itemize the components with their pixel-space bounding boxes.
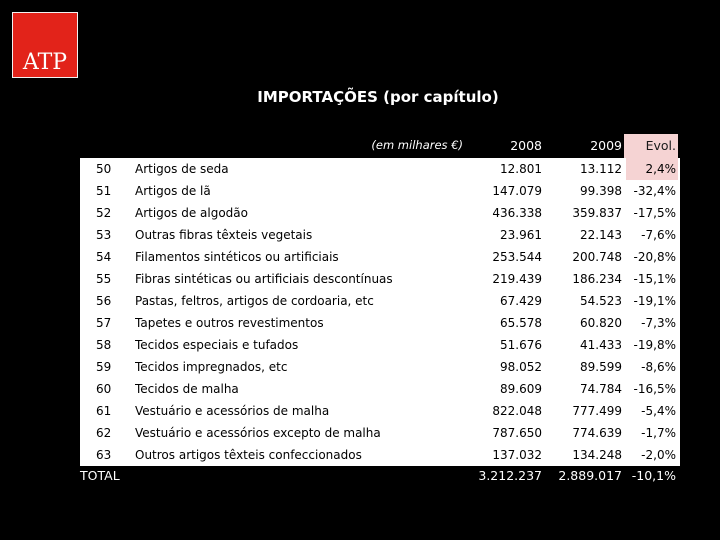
table-row (80, 356, 680, 378)
row-code: 58 (96, 338, 112, 352)
row-value-2008: 67.429 (500, 294, 542, 308)
row-value-2009: 774.639 (572, 426, 622, 440)
row-name: Tecidos de malha (135, 382, 239, 396)
row-name: Fibras sintéticas ou artificiais descontínuas (135, 272, 393, 286)
row-value-2009: 99.398 (580, 184, 622, 198)
row-value-2009: 200.748 (572, 250, 622, 264)
table-row (80, 224, 680, 246)
row-code: 50 (96, 162, 112, 176)
row-value-2009: 134.248 (572, 448, 622, 462)
column-header-2009: 2009 (590, 138, 622, 153)
page-title: IMPORTAÇÕES (por capítulo) (257, 88, 499, 106)
row-value-2008: 219.439 (492, 272, 542, 286)
row-value-2009: 186.234 (572, 272, 622, 286)
total-2008: 3.212.237 (478, 468, 542, 483)
row-code: 52 (96, 206, 112, 220)
atp-logo (12, 12, 78, 78)
row-value-2009: 13.112 (580, 162, 622, 176)
table-row (80, 378, 680, 400)
row-name: Pastas, feltros, artigos de cordoaria, etc (135, 294, 374, 308)
row-name: Artigos de algodão (135, 206, 248, 220)
row-code: 51 (96, 184, 112, 198)
row-value-2009: 89.599 (580, 360, 622, 374)
row-code: 61 (96, 404, 112, 418)
table-row (80, 334, 680, 356)
row-evol: -19,8% (633, 338, 676, 352)
row-name: Tecidos especiais e tufados (135, 338, 299, 352)
table-header (0, 134, 720, 158)
row-value-2008: 147.079 (492, 184, 542, 198)
row-evol: -16,5% (633, 382, 676, 396)
row-evol: -19,1% (633, 294, 676, 308)
row-name: Outros artigos têxteis confeccionados (135, 448, 362, 462)
row-value-2008: 253.544 (492, 250, 542, 264)
row-code: 54 (96, 250, 112, 264)
row-name: Outras fibras têxteis vegetais (135, 228, 313, 242)
row-evol: -5,4% (641, 404, 676, 418)
row-name: Tapetes e outros revestimentos (135, 316, 324, 330)
table-row (80, 180, 680, 202)
row-name: Filamentos sintéticos ou artificiais (135, 250, 339, 264)
row-evol: -32,4% (633, 184, 676, 198)
row-value-2009: 22.143 (580, 228, 622, 242)
row-evol: -8,6% (641, 360, 676, 374)
row-name: Artigos de lã (135, 184, 211, 198)
table-row (80, 422, 680, 444)
row-value-2009: 54.523 (580, 294, 622, 308)
column-header-evol: Evol. (624, 134, 678, 158)
table-row (80, 290, 680, 312)
total-2009: 2.889.017 (558, 468, 622, 483)
table-row (80, 444, 680, 466)
total-label: TOTAL (80, 468, 120, 483)
row-code: 56 (96, 294, 112, 308)
table-row (80, 400, 680, 422)
row-name: Vestuário e acessórios de malha (135, 404, 330, 418)
row-value-2008: 23.961 (500, 228, 542, 242)
row-value-2008: 787.650 (492, 426, 542, 440)
row-name: Tecidos impregnados, etc (135, 360, 288, 374)
row-evol: 2,4% (626, 158, 678, 180)
row-evol: -1,7% (641, 426, 676, 440)
row-value-2009: 74.784 (580, 382, 622, 396)
row-value-2008: 51.676 (500, 338, 542, 352)
logo-text: ATP (22, 50, 68, 75)
row-evol: -17,5% (633, 206, 676, 220)
unit-label: (em milhares €) (371, 138, 463, 152)
row-value-2008: 137.032 (492, 448, 542, 462)
table-body (80, 158, 680, 466)
table-row (80, 268, 680, 290)
table-row (80, 312, 680, 334)
row-value-2009: 60.820 (580, 316, 622, 330)
row-value-2008: 89.609 (500, 382, 542, 396)
table-row (80, 202, 680, 224)
row-evol: -20,8% (633, 250, 676, 264)
row-value-2008: 12.801 (500, 162, 542, 176)
row-value-2008: 436.338 (492, 206, 542, 220)
row-evol: -7,6% (641, 228, 676, 242)
total-row (0, 464, 720, 488)
row-value-2009: 777.499 (572, 404, 622, 418)
row-value-2009: 359.837 (572, 206, 622, 220)
column-header-2008: 2008 (510, 138, 542, 153)
row-value-2008: 98.052 (500, 360, 542, 374)
row-code: 57 (96, 316, 112, 330)
row-code: 60 (96, 382, 112, 396)
row-code: 59 (96, 360, 112, 374)
row-name: Artigos de seda (135, 162, 229, 176)
row-code: 53 (96, 228, 112, 242)
table-row (80, 158, 680, 180)
row-value-2008: 822.048 (492, 404, 542, 418)
row-code: 62 (96, 426, 112, 440)
row-evol: -7,3% (641, 316, 676, 330)
total-evol: -10,1% (631, 468, 676, 483)
row-name: Vestuário e acessórios excepto de malha (135, 426, 381, 440)
row-value-2008: 65.578 (500, 316, 542, 330)
row-code: 63 (96, 448, 112, 462)
row-code: 55 (96, 272, 112, 286)
table-row (80, 246, 680, 268)
row-evol: -2,0% (641, 448, 676, 462)
row-evol: -15,1% (633, 272, 676, 286)
row-value-2009: 41.433 (580, 338, 622, 352)
